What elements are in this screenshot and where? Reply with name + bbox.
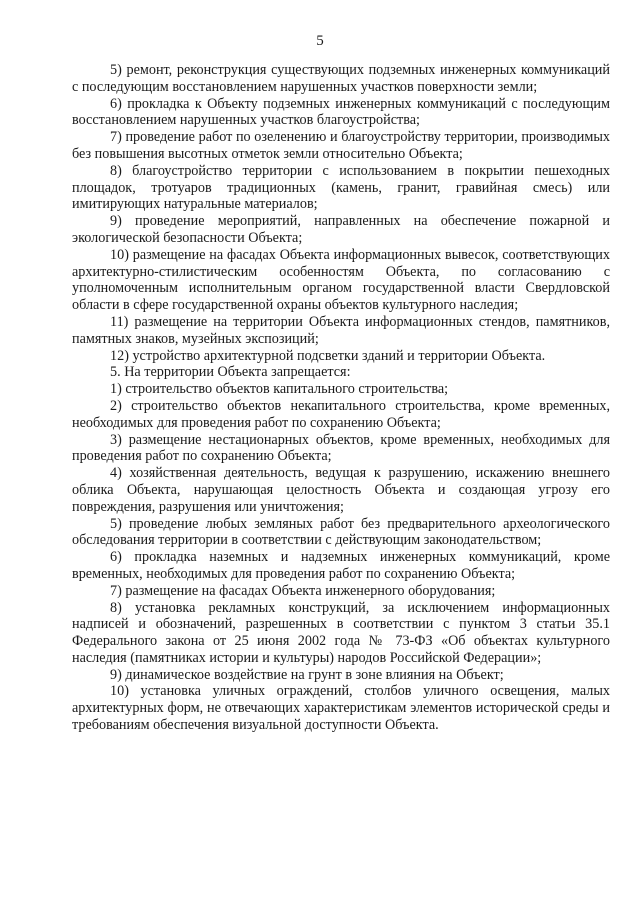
- paragraph: 2) строительство объектов некапитального строительства, кроме временных, необходимых для проведения работ по сохранению Объекта;: [72, 397, 610, 431]
- paragraph: 4) хозяйственная деятельность, ведущая к разрушению, искажению внешнего облика Объекта, нарушающая целостность Объекта и создающая угрозу его повреждения, разрушения или уничтожения;: [72, 465, 610, 515]
- document-body: [72, 62, 610, 734]
- paragraph: 12) устройство архитектурной подсветки зданий и территории Объекта.: [110, 347, 546, 364]
- paragraph: 5) ремонт, реконструкция существующих подземных инженерных коммуникаций с последующим восстановлением нарушенных участков поверхности земли;: [72, 62, 610, 95]
- paragraph: 8) установка рекламных конструкций, за исключением информационных надписей и обозначений, разрешенных в соответствии с пунктом 3 статьи 35.1 Федерального закона от 25 июня 2002 года № 73-ФЗ «Об объектах культурного наследия (памятниках истории и культуры) народов Российской Федерации»;: [72, 599, 610, 666]
- paragraph: 11) размещение на территории Объекта информационных стендов, памятников, памятных знаков, музейных экспозиций;: [72, 313, 610, 347]
- paragraph: 3) размещение нестационарных объектов, кроме временных, необходимых для проведения работ по сохранению Объекта;: [72, 431, 610, 465]
- paragraph: 7) размещение на фасадах Объекта инженерного оборудования;: [110, 582, 496, 599]
- paragraph: 9) проведение мероприятий, направленных на обеспечение пожарной и экологической безопасности Объекта;: [72, 213, 610, 246]
- paragraph: 7) проведение работ по озеленению и благоустройству территории, производимых без повышения высотных отметок земли относительно Объекта;: [72, 129, 610, 162]
- paragraph: 5) проведение любых земляных работ без предварительного археологического обследования территории в соответствии с действующим законодательством;: [72, 515, 610, 549]
- paragraph: 10) установка уличных ограждений, столбов уличного освещения, малых архитектурных форм, не отвечающих характеристикам элементов исторической среды и требованиям обеспечения визуальной доступности Объекта.: [72, 683, 610, 734]
- paragraph: 6) прокладка к Объекту подземных инженерных коммуникаций с последующим восстановлением нарушенных участков благоустройства;: [72, 95, 610, 129]
- page-number: 5: [316, 33, 324, 49]
- paragraph: 10) размещение на фасадах Объекта информационных вывесок, соответствующих архитектурно-стилистическим особенностям Объекта, по согласованию с уполномоченным исполнительным органом государственной власти Свердловской области в сфере государственной охраны объектов культурного наследия;: [72, 246, 610, 314]
- paragraph: 1) строительство объектов капитального строительства;: [110, 381, 449, 398]
- paragraph: 8) благоустройство территории с использованием в покрытии пешеходных площадок, тротуаров традиционных (камень, гранит, гравийная смесь) или имитирующих натуральные материалов;: [72, 162, 610, 213]
- paragraph: 6) прокладка наземных и надземных инженерных коммуникаций, кроме временных, необходимых для проведения работ по сохранению Объекта;: [72, 549, 610, 582]
- paragraph: 9) динамическое воздействие на грунт в зоне влияния на Объект;: [110, 666, 504, 683]
- section-heading: 5. На территории Объекта запрещается:: [110, 364, 351, 381]
